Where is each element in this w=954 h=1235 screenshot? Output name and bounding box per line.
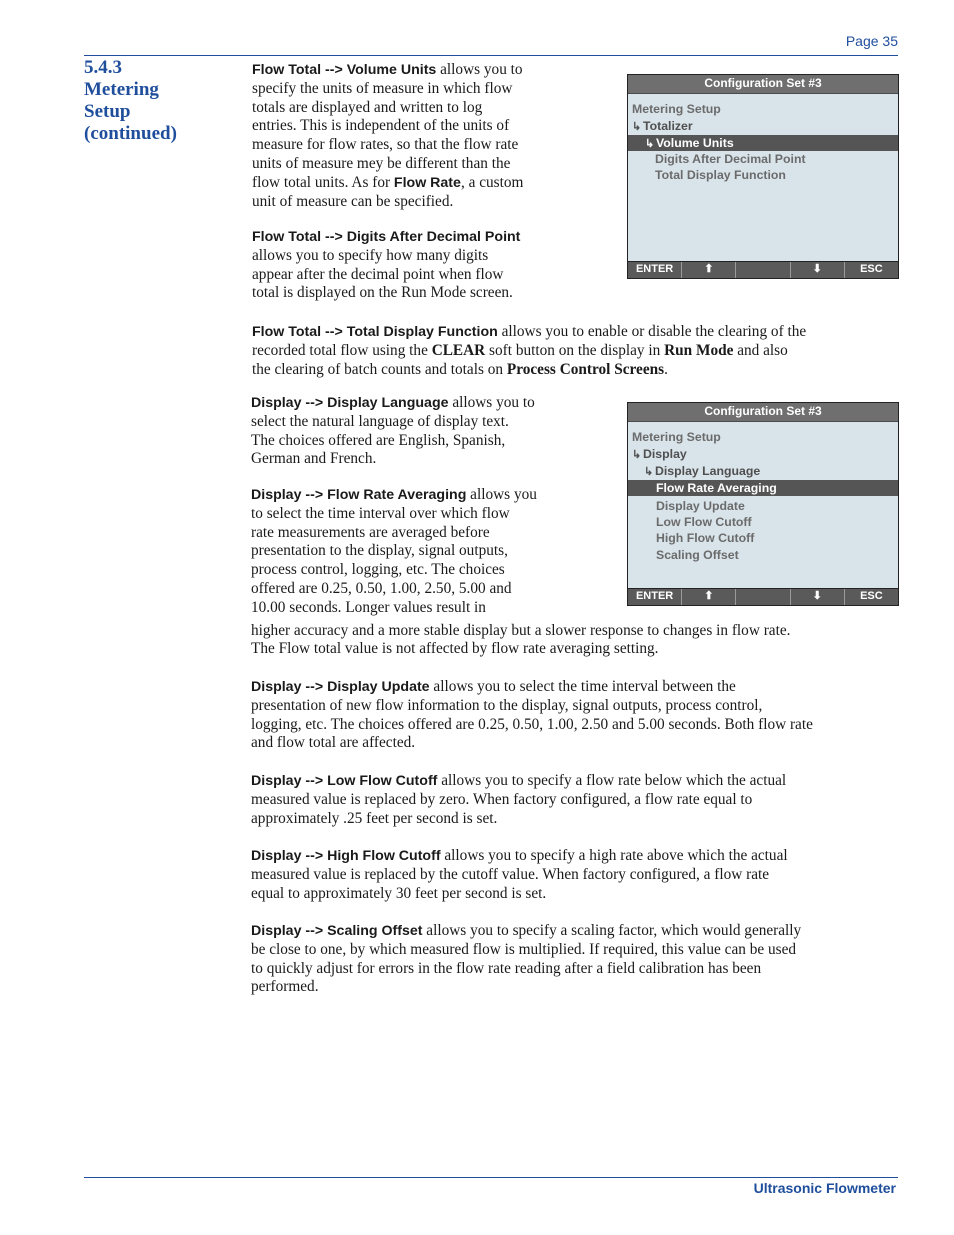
text-line: logging, etc. The choices offered are 0.25, 0.50, 1.00, 2.50 and 5.00 seconds. Both flow rate [251, 715, 813, 733]
text-line: unit of measure can be specified. [252, 192, 454, 210]
submenu-arrow-icon: ↳ [644, 466, 654, 478]
text-line: rate measurements are averaged before [251, 523, 490, 541]
enter-softkey[interactable]: ENTER [628, 589, 682, 605]
text-line: recorded total flow using the [252, 341, 432, 359]
paragraph-display-update [251, 678, 911, 753]
text-line: allows you to [436, 61, 523, 78]
term-display-update: Display --> Display Update [251, 679, 430, 695]
term-volume-units: Flow Total --> Volume Units [252, 62, 437, 78]
text-line: total is displayed on the Run Mode screen. [252, 284, 513, 302]
text-line: 10.00 seconds. Longer values result in [251, 598, 486, 616]
submenu-arrow-icon: ↳ [632, 449, 642, 461]
term-digits-after-decimal: Flow Total --> Digits After Decimal Point [252, 229, 521, 245]
section-title-line1: Metering [84, 79, 159, 100]
paragraph-digits-after-decimal [252, 228, 592, 303]
text-line: entries. This is independent of the units of [252, 117, 510, 135]
menu-item-label: Metering Setup [632, 430, 721, 444]
menu-item-label: Display Language [655, 464, 761, 478]
text-line: and also [733, 341, 788, 359]
menu-item-label: Metering Setup [632, 102, 721, 116]
term-high-flow-cutoff: Display --> High Flow Cutoff [251, 848, 441, 864]
softkey-bar [628, 588, 898, 605]
down-arrow-icon[interactable]: ⬇ [791, 589, 845, 605]
text-line: equal to approximately 30 feet per second is set. [251, 884, 547, 902]
term-low-flow-cutoff: Display --> Low Flow Cutoff [251, 773, 438, 789]
menu-item-metering-setup[interactable] [628, 429, 898, 445]
paragraph-total-display-function [252, 323, 902, 379]
text-line: The choices offered are English, Spanish, [251, 431, 506, 449]
text-line: units of measure mey be different than the [252, 154, 511, 172]
text-line: to select the time interval over which flow [251, 504, 510, 522]
text-line: totals are displayed and written to log [252, 98, 483, 116]
text-line: measure for flow rates, so that the flow rate [252, 136, 519, 154]
footer-title: Ultrasonic Flowmeter [753, 1180, 896, 1196]
menu-item-display-update[interactable] [628, 498, 898, 514]
text-line: specify the units of measure in which flow [252, 79, 513, 97]
text-line: be close to one, by which measured flow is multiplied. If required, this value can be used [251, 940, 797, 958]
text-line: flow total units. As for [252, 173, 394, 191]
text-line: higher accuracy and a more stable display but a slower response to changes in flow rate. [251, 621, 791, 639]
screen-title: Configuration Set #3 [628, 403, 898, 422]
term-scaling-offset: Display --> Scaling Offset [251, 923, 423, 939]
up-arrow-icon[interactable]: ⬆ [682, 589, 736, 605]
text-line: performed. [251, 978, 319, 996]
term-flow-rate-averaging: Display --> Flow Rate Averaging [251, 487, 467, 503]
text-line: appear after the decimal point when flow [252, 265, 504, 283]
menu-item-label: Totalizer [643, 119, 693, 133]
blank-softkey[interactable] [736, 262, 790, 278]
config-screen-display [627, 402, 899, 606]
menu-item-label: Total Display Function [655, 168, 786, 182]
menu-item-label: Display Update [656, 499, 745, 513]
menu-item-digits-after-decimal[interactable] [628, 151, 898, 167]
text-line: measured value is replaced by zero. When factory configured, a flow rate equal to [251, 790, 753, 808]
submenu-arrow-icon: ↳ [645, 138, 655, 150]
menu-item-low-flow-cutoff[interactable] [628, 514, 898, 530]
term-display-language: Display --> Display Language [251, 395, 449, 411]
text-line: allows you to select the time interval between the [429, 678, 736, 695]
text-line: process control, logging, etc. The choices [251, 561, 505, 579]
menu-item-label: Scaling Offset [656, 548, 739, 562]
text-line: soft button on the display in [485, 341, 665, 359]
text-line: The Flow total value is not affected by flow rate averaging setting. [251, 640, 659, 658]
text-line: allows you to specify a high rate above which the actual [440, 847, 788, 864]
menu-item-label: Flow Rate Averaging [656, 481, 777, 495]
text-line: the clearing of batch counts and totals on [252, 360, 507, 378]
text-line: approximately .25 feet per second is set. [251, 809, 498, 827]
up-arrow-icon[interactable]: ⬆ [682, 262, 736, 278]
section-title-line3: (continued) [84, 123, 177, 144]
menu-item-total-display-function[interactable] [628, 167, 898, 183]
text-line: German and French. [251, 450, 377, 468]
blank-softkey[interactable] [736, 589, 790, 605]
screen-title: Configuration Set #3 [628, 75, 898, 94]
section-heading [84, 57, 234, 145]
text-line: and flow total are affected. [251, 734, 416, 752]
menu-item-label: Volume Units [656, 136, 734, 150]
text-line: , a custom [460, 173, 524, 191]
paragraph-volume-units [252, 61, 592, 211]
paragraph-scaling-offset [251, 922, 911, 997]
footer-rule [84, 1177, 898, 1178]
term-process-control-screens: Process Control Screens [506, 360, 665, 378]
section-title-line2: Setup [84, 101, 131, 122]
enter-softkey[interactable]: ENTER [628, 262, 682, 278]
text-line: presentation of new flow information to the display, signal outputs, process control, [251, 696, 763, 714]
text-line: allows you to specify a flow rate below which the actual [437, 772, 787, 789]
text-line: measured value is replaced by the cutoff value. When factory configured, a flow rate [251, 865, 770, 883]
paragraph-high-flow-cutoff [251, 847, 911, 903]
text-line: . [664, 360, 668, 378]
menu-item-label: High Flow Cutoff [656, 531, 755, 545]
paragraph-display-language [251, 394, 591, 469]
text-line: allows you to specify a scaling factor, which would generally [422, 922, 802, 939]
term-total-display-function: Flow Total --> Total Display Function [252, 324, 498, 340]
text-line: to quickly adjust for errors in the flow rate reading after a field calibration has been [251, 959, 762, 977]
text-line: select the natural language of display text. [251, 412, 509, 430]
submenu-arrow-icon: ↳ [632, 121, 642, 133]
menu-item-display[interactable] [628, 446, 898, 462]
header-rule [84, 55, 898, 56]
text-line: offered are 0.25, 0.50, 1.00, 2.50, 5.00 and [251, 579, 512, 597]
menu-item-label: Display [643, 447, 687, 461]
text-line: allows you to enable or disable the clearing of the [497, 323, 807, 340]
text-line: presentation to the display, signal outputs, [251, 542, 508, 560]
section-number: 5.4.3 [84, 57, 122, 78]
menu-item-display-language[interactable] [628, 463, 898, 479]
menu-item-high-flow-cutoff[interactable] [628, 530, 898, 546]
menu-item-scaling-offset[interactable] [628, 547, 898, 563]
esc-softkey[interactable]: ESC [845, 262, 898, 278]
menu-item-volume-units[interactable] [628, 135, 898, 151]
menu-item-label: Low Flow Cutoff [656, 515, 752, 529]
menu-item-metering-setup[interactable] [628, 101, 898, 117]
text-line: allows you to specify how many digits [252, 246, 489, 264]
page-number: Page 35 [845, 33, 898, 49]
term-run-mode: Run Mode [664, 341, 734, 359]
down-arrow-icon[interactable]: ⬇ [791, 262, 845, 278]
softkey-bar [628, 261, 898, 278]
config-screen-totalizer [627, 74, 899, 279]
term-flow-rate: Flow Rate [393, 174, 461, 191]
esc-softkey[interactable]: ESC [845, 589, 898, 605]
menu-item-label: Digits After Decimal Point [655, 152, 806, 166]
paragraph-low-flow-cutoff [251, 772, 911, 828]
text-line: allows you [466, 486, 537, 503]
term-clear: CLEAR [431, 341, 486, 359]
menu-item-flow-rate-averaging[interactable] [628, 480, 898, 496]
menu-item-totalizer[interactable] [628, 118, 898, 134]
text-line: allows you to [448, 394, 535, 411]
